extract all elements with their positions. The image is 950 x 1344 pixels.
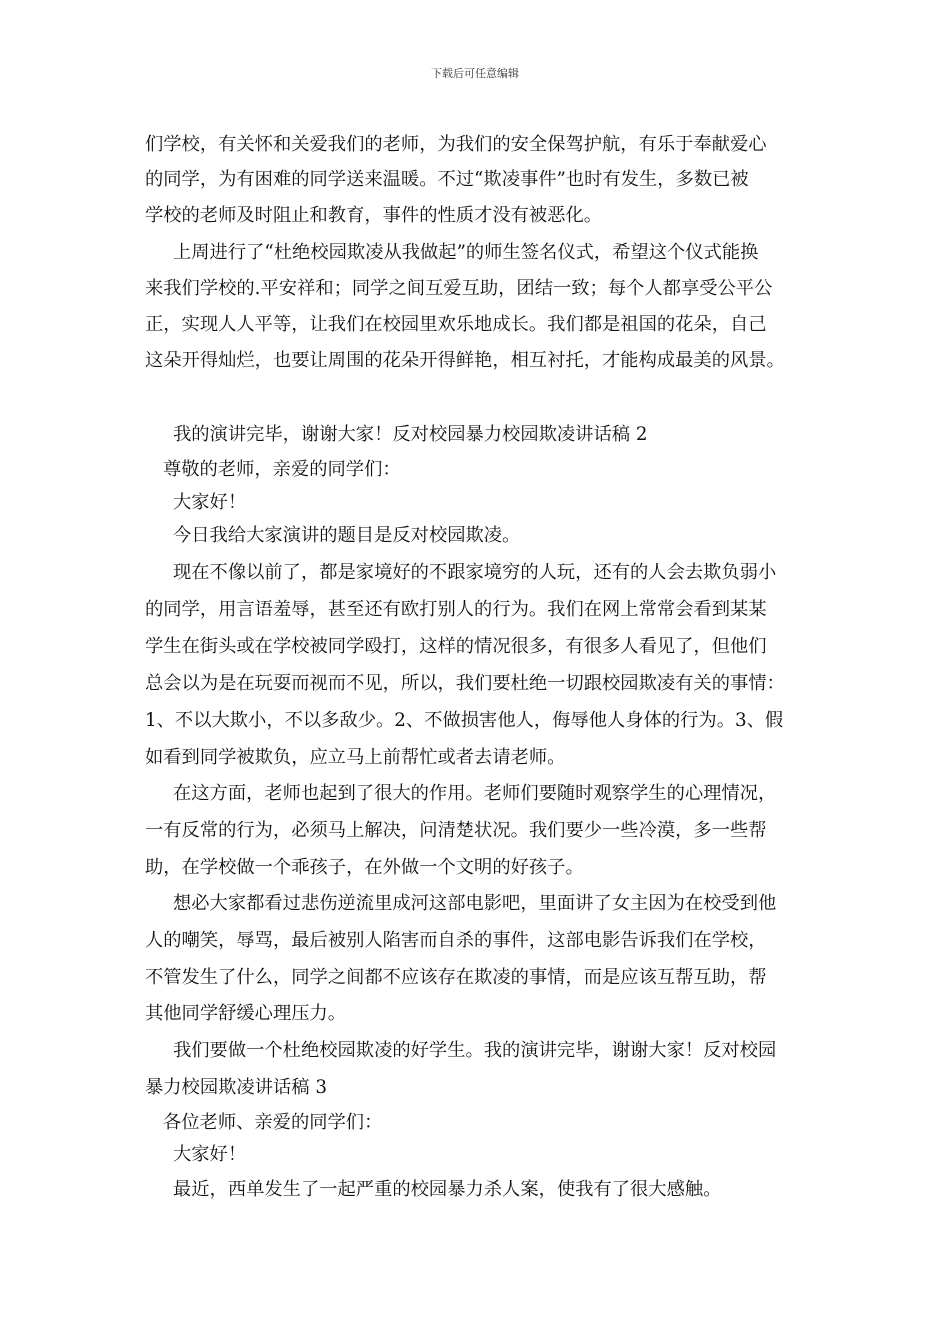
body-line: 学校的老师及时阻止和教育，事件的性质才没有被恶化。 bbox=[145, 205, 603, 226]
greeting: 大家好！ bbox=[173, 492, 247, 513]
salutation: 尊敬的老师，亲爱的同学们： bbox=[163, 459, 401, 480]
body-line: 一有反常的行为，必须马上解决，问清楚状况。我们要少一些冷漠，多一些帮 bbox=[145, 820, 767, 841]
body-line: 学生在街头或在学校被同学殴打，这样的情况很多，有很多人看见了，但他们 bbox=[145, 636, 767, 657]
body-line: 们学校，有关怀和关爱我们的老师，为我们的安全保驾护航，有乐于奉献爱心 bbox=[145, 134, 767, 155]
body-line: 来我们学校的.平安祥和；同学之间互爱互助，团结一致；每个人都享受公平公 bbox=[145, 278, 773, 299]
body-line: 总会以为是在玩耍而视而不见，所以，我们要杜绝一切跟校园欺凌有关的事情： bbox=[145, 673, 785, 694]
salutation: 各位老师、亲爱的同学们： bbox=[163, 1112, 383, 1133]
body-line: 正，实现人人平等，让我们在校园里欢乐地成长。我们都是祖国的花朵，自己 bbox=[145, 314, 767, 335]
body-line: 上周进行了“杜绝校园欺凌从我做起”的师生签名仪式，希望这个仪式能换 bbox=[173, 242, 759, 263]
body-line: 最近，西单发生了一起严重的校园暴力杀人案，使我有了很大感触。 bbox=[173, 1179, 722, 1200]
body-line: 人的嘲笑，辱骂，最后被别人陷害而自杀的事件，这部电影告诉我们在学校， bbox=[145, 930, 767, 951]
body-line: 今日我给大家演讲的题目是反对校园欺凌。 bbox=[173, 525, 521, 546]
body-line: 的同学，为有困难的同学送来温暖。不过“欺凌事件”也时有发生，多数已被 bbox=[145, 169, 749, 190]
body-line: 在这方面，老师也起到了很大的作用。老师们要随时观察学生的心理情况， bbox=[173, 783, 777, 804]
section-heading-line: 暴力校园欺凌讲话稿 3 bbox=[145, 1077, 327, 1098]
body-line: 这朵开得灿烂，也要让周围的花朵开得鲜艳，相互衬托，才能构成最美的风景。 bbox=[145, 350, 785, 371]
body-line: 1、不以大欺小，不以多敌少。2、不做损害他人，侮辱他人身体的行为。3、假 bbox=[145, 710, 784, 731]
greeting: 大家好！ bbox=[173, 1144, 247, 1165]
body-line: 助，在学校做一个乖孩子，在外做一个文明的好孩子。 bbox=[145, 857, 584, 878]
body-line: 我们要做一个杜绝校园欺凌的好学生。我的演讲完毕，谢谢大家！反对校园 bbox=[173, 1040, 777, 1061]
body-line: 不管发生了什么，同学之间都不应该存在欺凌的事情，而是应该互帮互助，帮 bbox=[145, 967, 767, 988]
body-line: 的同学，用言语羞辱，甚至还有欧打别人的行为。我们在网上常常会看到某某 bbox=[145, 599, 767, 620]
body-line: 如看到同学被欺负，应立马上前帮忙或者去请老师。 bbox=[145, 747, 566, 768]
body-line: 其他同学舒缓心理压力。 bbox=[145, 1003, 347, 1024]
body-line: 想必大家都看过悲伤逆流里成河这部电影吧，里面讲了女主因为在校受到他 bbox=[173, 893, 777, 914]
page-header: 下载后可任意编辑 bbox=[431, 67, 519, 80]
section-heading-line: 我的演讲完毕，谢谢大家！反对校园暴力校园欺凌讲话稿 2 bbox=[173, 424, 648, 445]
body-line: 现在不像以前了，都是家境好的不跟家境穷的人玩，还有的人会去欺负弱小 bbox=[173, 562, 777, 583]
